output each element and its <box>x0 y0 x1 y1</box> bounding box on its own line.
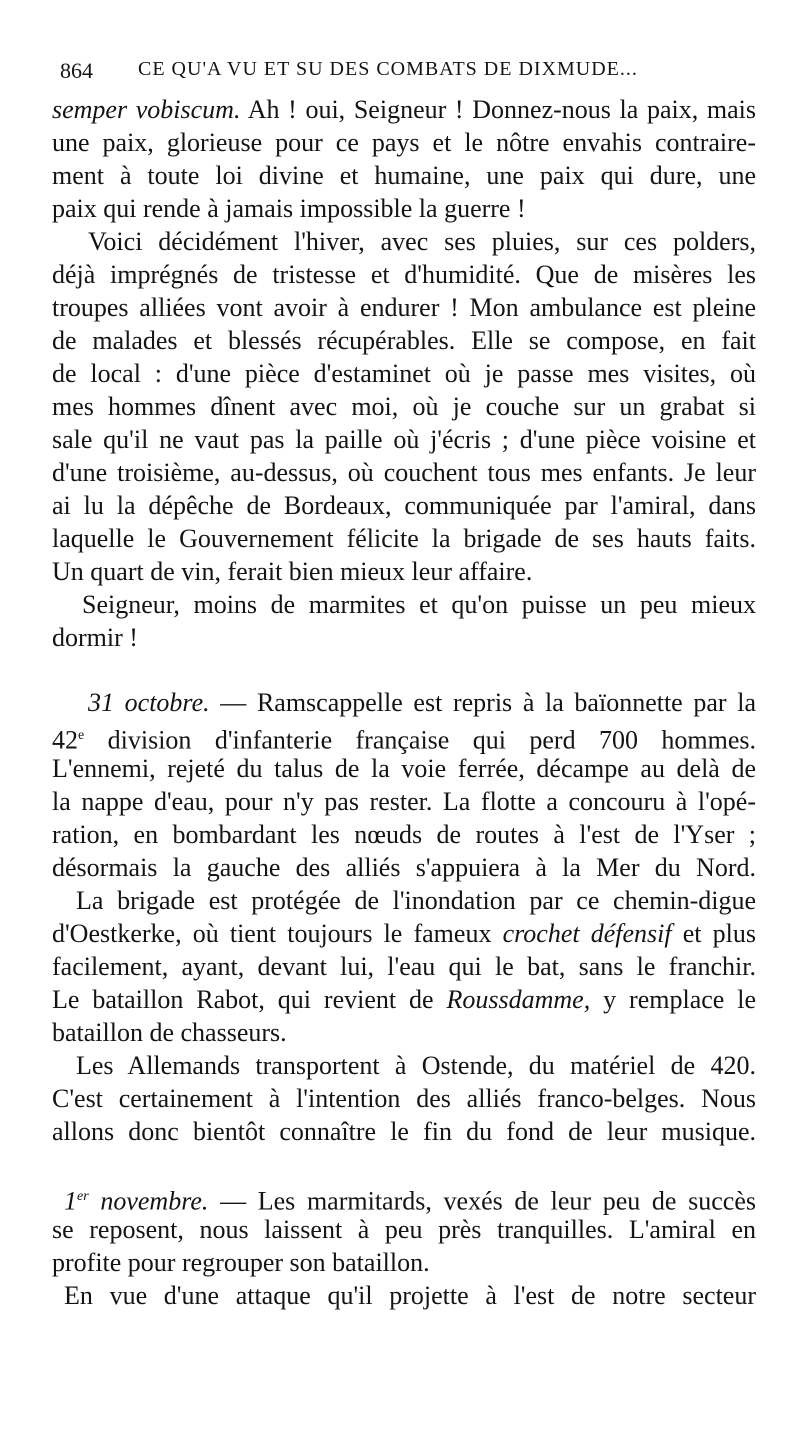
text-line: facilement, ayant, devant lui, l'eau qui le bat, sans le franchir. <box>52 952 756 981</box>
text-span: — Ramscappelle est repris à la baïonnette par la <box>209 688 756 717</box>
text-line: d'une troisième, au-dessus, où couchent tous mes enfants. Je leur <box>52 458 756 487</box>
entry-date: 31 octobre. <box>88 688 210 717</box>
text-line: la nappe d'eau, pour n'y pas rester. La flotte a concouru à l'opé- <box>52 787 756 816</box>
superscript: er <box>77 1189 89 1204</box>
text-line <box>52 93 756 126</box>
text-span: Ah ! oui, Seigneur ! Donnez-nous la paix, mais <box>240 95 757 124</box>
italic-phrase: semper vobiscum. <box>52 95 241 124</box>
text-line: profite pour regrouper son bataillon. <box>52 1248 430 1277</box>
text-line: déjà imprégnés de tristesse et d'humidité. Que de misères les <box>52 260 756 289</box>
page-header <box>60 50 760 90</box>
dated-entry-first-line <box>64 1180 756 1218</box>
text-line: ment à toute loi divine et humaine, une paix qui dure, une <box>52 161 756 190</box>
text-line <box>52 719 756 757</box>
text-span: 42 <box>52 725 78 755</box>
text-line: C'est certainement à l'intention des alliés franco-belges. Nous <box>52 1084 756 1113</box>
place-name: Roussdamme, <box>446 985 591 1014</box>
text-line: de local : d'une pièce d'estaminet où je passe mes visites, où <box>52 359 756 388</box>
text-line: ai lu la dépêche de Bordeaux, communiquée par l'amiral, dans <box>52 491 756 520</box>
text-line: ration, en bombardant les nœuds de routes à l'est de l'Yser ; <box>52 820 756 849</box>
text-span: et plus <box>671 919 756 948</box>
text-line: allons donc bientôt connaître le fin du fond de leur musique. <box>52 1117 756 1146</box>
italic-phrase: crochet défensif <box>502 919 672 948</box>
text-line: mes hommes dînent avec moi, où je couche sur un grabat si <box>52 392 756 421</box>
text-line <box>52 983 756 1016</box>
text-line: dormir ! <box>52 623 138 652</box>
text-line <box>52 917 756 950</box>
text-line: Un quart de vin, ferait bien mieux leur affaire. <box>52 557 533 586</box>
text-line: laquelle le Gouvernement félicite la brigade de ses hauts faits. <box>52 524 756 553</box>
text-line: une paix, glorieuse pour ce pays et le nôtre envahis contraire- <box>52 128 756 157</box>
text-line: sale qu'il ne vaut pas la paille où j'écris ; d'une pièce voisine et <box>52 425 756 454</box>
paragraph-first-line: Seigneur, moins de marmites et qu'on puisse un peu mieux <box>82 590 756 619</box>
text-span: — Les marmitards, vexés de leur peu de succès <box>208 1186 756 1216</box>
paragraph-first-line: En vue d'une attaque qu'il projette à l'est de notre secteur <box>64 1281 756 1310</box>
text-line: paix qui rende à jamais impossible la guerre ! <box>52 194 526 223</box>
running-head: CE QU'A VU ET SU DES COMBATS DE DIXMUDE... <box>138 58 638 80</box>
page-number: 864 <box>60 58 93 83</box>
text-line: L'ennemi, rejeté du talus de la voie ferrée, décampe au delà de <box>52 754 756 783</box>
dated-entry-first-line <box>88 686 756 719</box>
text-span: Le bataillon Rabot, qui revient de <box>52 985 447 1014</box>
text-line: troupes alliées vont avoir à endurer ! Mon ambulance est pleine <box>52 293 756 322</box>
text-line: de malades et blessés récupérables. Elle se compose, en fait <box>52 326 756 355</box>
text-line: bataillon de chasseurs. <box>52 1018 287 1047</box>
text-line: désormais la gauche des alliés s'appuiera à la Mer du Nord. <box>52 853 756 882</box>
paragraph-first-line: La brigade est protégée de l'inondation par ce chemin-digue <box>76 886 756 915</box>
entry-date: novembre. <box>88 1186 209 1216</box>
text-span: y remplace le <box>590 985 756 1014</box>
paragraph-first-line: Voici décidément l'hiver, avec ses pluies, sur ces polders, <box>88 227 756 256</box>
text-span: d'Oestkerke, où tient toujours le fameux <box>52 919 503 948</box>
superscript: e <box>78 728 85 743</box>
entry-date: 1 <box>64 1186 77 1216</box>
paragraph-first-line: Les Allemands transportent à Ostende, du matériel de 420. <box>76 1051 756 1080</box>
text-line: se reposent, nous laissent à peu près tranquilles. L'amiral en <box>52 1215 756 1244</box>
text-span: division d'infanterie française qui perd 700 hommes. <box>84 725 756 755</box>
